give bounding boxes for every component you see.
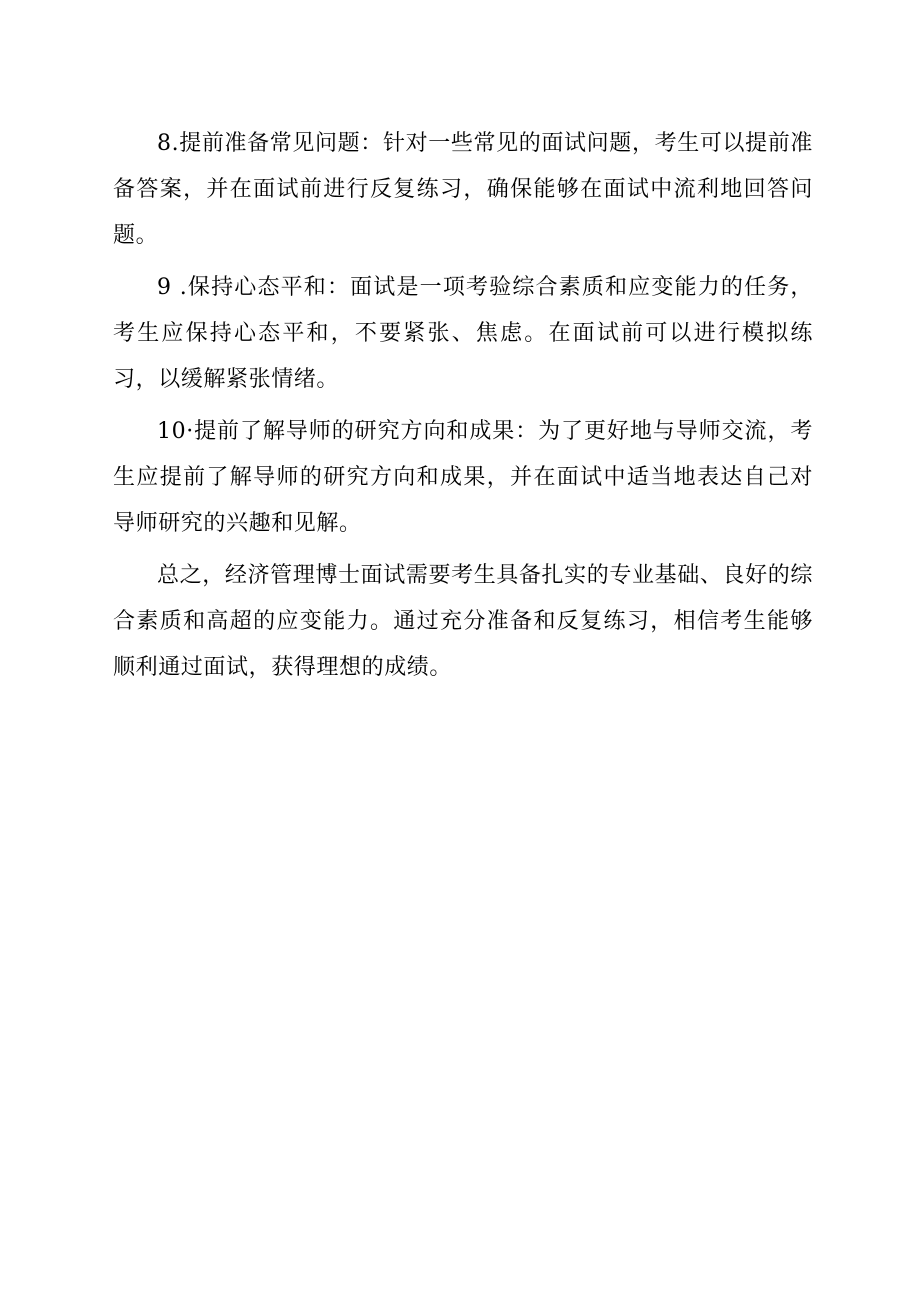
- paragraph-summary: 总之，经济管理博士面试需要考生具备扎实的专业基础、良好的综合素质和高超的应变能力。通过充分准备和反复练习，相信考生能够顺利通过面试，获得理想的成绩。: [113, 563, 813, 680]
- paragraph-prepare-questions: 8.提前准备常见问题：针对一些常见的面试问题，考生可以提前准备答案，并在面试前进行反复练习，确保能够在面试中流利地回答问题。: [113, 131, 813, 248]
- paragraph-know-advisor: 10·提前了解导师的研究方向和成果：为了更好地与导师交流，考生应提前了解导师的研究方向和成果，并在面试中适当地表达自己对导师研究的兴趣和见解。: [113, 419, 813, 536]
- paragraph-stay-calm: 9 .保持心态平和：面试是一项考验综合素质和应变能力的任务，考生应保持心态平和，不要紧张、焦虑。在面试前可以进行模拟练习，以缓解紧张情绪。: [113, 275, 813, 392]
- document-body: [113, 121, 813, 697]
